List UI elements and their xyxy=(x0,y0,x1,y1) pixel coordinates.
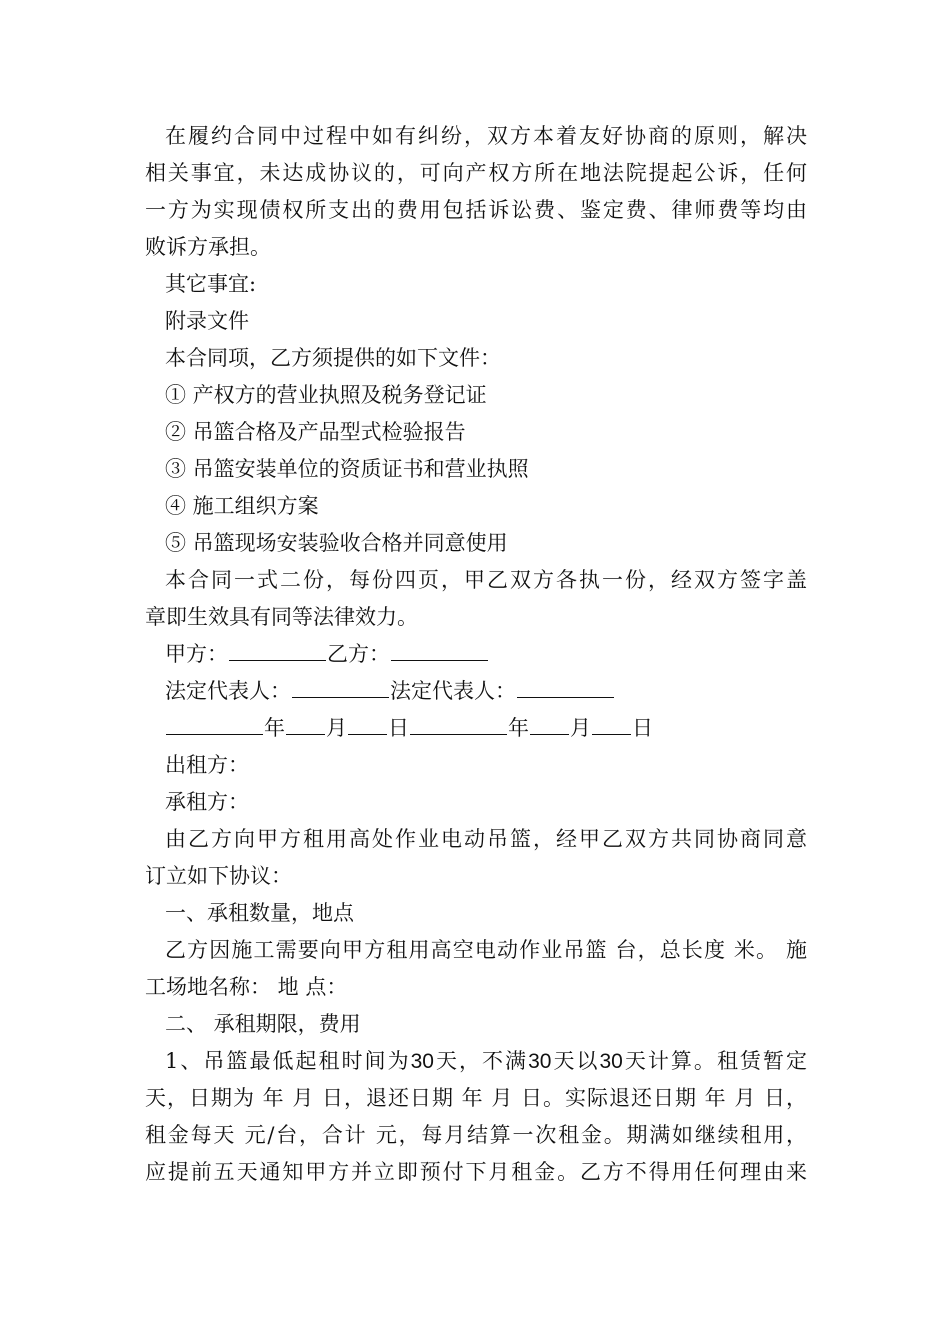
min-days-number: 30 xyxy=(599,1050,623,1073)
appendix-intro: 本合同项，乙方须提供的如下文件： xyxy=(165,346,501,370)
section2-line-4: 应提前五天通知甲方并立即预付下月租金。乙方不得用任何理由来 xyxy=(145,1160,807,1184)
day-label: 日 xyxy=(388,716,409,740)
appendix-item: ① 产权方的营业执照及税务登记证 xyxy=(165,383,487,407)
year-label: 年 xyxy=(508,716,529,740)
min-days-number: 30 xyxy=(410,1050,434,1073)
preamble-line-1: 由乙方向甲方租用高处作业电动吊篮，经甲乙双方共同协商同意 xyxy=(165,827,807,851)
legal-rep-a-label: 法定代表人： xyxy=(165,679,291,703)
date-b-year-blank xyxy=(410,712,507,735)
appendix-item: ② 吊篮合格及产品型式检验报告 xyxy=(165,420,466,444)
date-signature-line xyxy=(145,710,807,747)
month-label: 月 xyxy=(570,716,591,740)
section1-line-1: 乙方因施工需要向甲方租用高空电动作业吊篮 台，总长度 米。 施 xyxy=(165,938,807,962)
date-b-month-blank xyxy=(530,712,569,735)
appendix-item: ⑤ 吊篮现场安装验收合格并同意使用 xyxy=(165,531,508,555)
dispute-line-4: 败诉方承担。 xyxy=(145,235,271,259)
section2-text: 天以 xyxy=(551,1049,600,1073)
date-a-month-blank xyxy=(286,712,325,735)
month-label: 月 xyxy=(326,716,347,740)
legal-rep-a-blank xyxy=(292,675,389,698)
lessee-label: 承租方： xyxy=(165,790,249,814)
appendix-title: 附录文件 xyxy=(165,309,249,333)
section2-title: 二、 承租期限，费用 xyxy=(165,1012,361,1036)
other-matters: 其它事宜: xyxy=(165,272,257,296)
party-signature-line xyxy=(145,636,807,673)
year-label: 年 xyxy=(264,716,285,740)
appendix-item: ③ 吊篮安装单位的资质证书和营业执照 xyxy=(165,457,529,481)
date-a-year-blank xyxy=(166,712,263,735)
date-a-day-blank xyxy=(348,712,387,735)
section2-text: 1、吊篮最低起租时间为 xyxy=(165,1049,411,1073)
section1-line-2: 工场地名称： 地 点： xyxy=(145,975,348,999)
section2-line-1 xyxy=(145,1043,807,1080)
document-page xyxy=(145,118,807,1191)
party-a-label: 甲方： xyxy=(165,642,228,666)
section2-line-3: 租金每天 元/台，合计 元，每月结算一次租金。期满如继续租用， xyxy=(145,1123,807,1147)
section2-line-2: 天，日期为 年 月 日，退还日期 年 月 日。实际退还日期 年 月 日， xyxy=(145,1086,807,1110)
copies-line-1: 本合同一式二份，每份四页，甲乙双方各执一份，经双方签字盖 xyxy=(165,568,807,592)
party-a-blank xyxy=(229,638,326,661)
date-b-day-blank xyxy=(592,712,631,735)
dispute-line-3: 一方为实现债权所支出的费用包括诉讼费、鉴定费、律师费等均由 xyxy=(145,198,807,222)
party-b-blank xyxy=(391,638,488,661)
preamble-line-2: 订立如下协议： xyxy=(145,864,292,888)
day-label: 日 xyxy=(632,716,653,740)
legal-rep-signature-line xyxy=(145,673,807,710)
min-days-number: 30 xyxy=(528,1050,552,1073)
lessor-label: 出租方： xyxy=(165,753,249,777)
legal-rep-b-label: 法定代表人： xyxy=(390,679,516,703)
party-b-label: 乙方： xyxy=(327,642,390,666)
section1-title: 一、承租数量，地点 xyxy=(165,901,354,925)
section2-text: 天计算。租赁暂定 xyxy=(622,1049,807,1073)
appendix-item: ④ 施工组织方案 xyxy=(165,494,319,518)
section2-text: 天，不满 xyxy=(433,1049,529,1073)
dispute-line-2: 相关事宜，未达成协议的，可向产权方所在地法院提起公诉，任何 xyxy=(145,161,807,185)
legal-rep-b-blank xyxy=(517,675,614,698)
copies-line-2: 章即生效具有同等法律效力。 xyxy=(145,605,418,629)
dispute-line-1: 在履约合同中过程中如有纠纷，双方本着友好协商的原则，解决 xyxy=(165,124,807,148)
